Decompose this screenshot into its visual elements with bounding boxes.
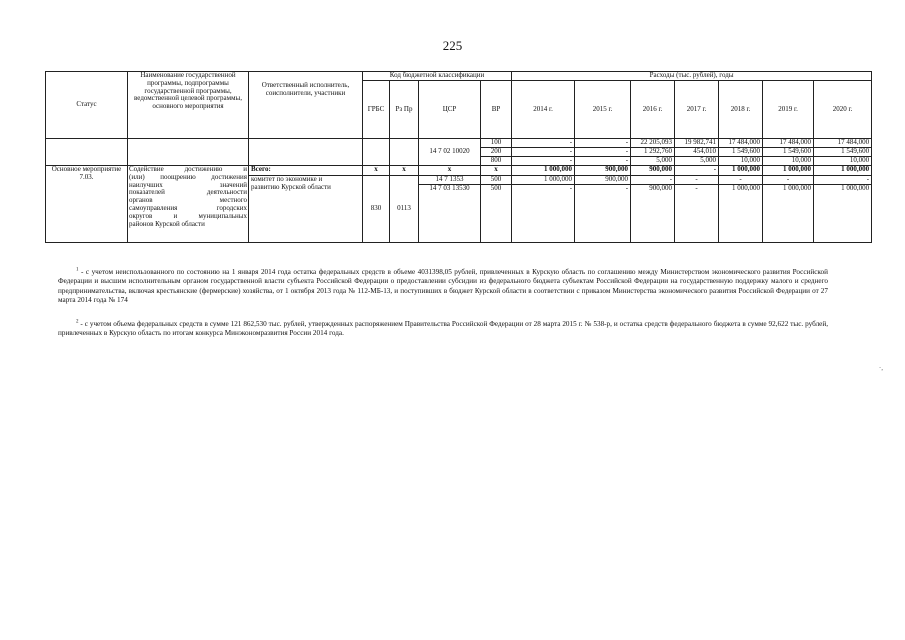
header-responsible: Ответственный исполнитель, соисполнители, участники [249,72,363,139]
budget-table [45,71,872,243]
total-vr: х [481,166,512,176]
measure-name-line: показателей деятельности [129,188,247,197]
committee-label-line: комитет по экономике и [251,175,323,183]
csr-cell: 14 7 03 13530 [419,185,481,243]
total-value: 1 000,000 [814,166,872,176]
footnote-1 [58,268,828,305]
value-cell: 1 000,000 [719,185,763,243]
header-csr: ЦСР [419,81,481,139]
header-year: 2020 г. [814,81,872,139]
committee-label-line: развитию Курской области [251,182,331,191]
total-value: 900,000 [575,166,631,176]
measure-name-line: округов и муниципальных [129,211,247,220]
value-cell: - [675,185,719,243]
csr-cell: 14 7 02 10020 [419,139,481,166]
value-cell: 900,000 [631,185,675,243]
header-year: 2019 г. [763,81,814,139]
footnote-1-text: - с учетом неиспользованного по состоянию на 1 января 2014 года остатка федеральных средств в объеме 4031398,05 рублей, привлеченных в Курскую область по соглашению между Министерством экономического развития Российской Федерации и высшим исполнительным органом государственной власти субъекта Российской Федерации о предоставлении субсидии из федерального бюджета субъектам Российской Федерации на государственную поддержку малого и среднего предпринимательства, включая крестьянские (фермерские) хозяйства, от 1 октября 2013 года № 112-МБ-13, и поступивших в бюджет Курской области в соответствии с приказом Министерства экономического развития Российской Федерации от 27 марта 2014 года № 174 [58,268,828,305]
value-cell: - [512,185,575,243]
measure-name-line: районов Курской области [129,219,205,228]
vr-cell: 500 [481,185,512,243]
vr-cell: 200 [481,148,512,157]
value-cell: 10,000 [763,157,814,166]
value-cell: 1 000,000 [512,176,575,185]
header-year: 2014 г. [512,81,575,139]
header-status: Статус [46,72,128,139]
total-csr: х [419,166,481,176]
value-cell: - [575,157,631,166]
header-year: 2017 г. [675,81,719,139]
committee-label [249,176,363,243]
value-cell: 19 982,741 [675,139,719,148]
value-cell: 1 292,760 [631,148,675,157]
total-value: 1 000,000 [512,166,575,176]
measure-name-line: (или) поощрению достижения [129,172,247,181]
total-value: - [675,166,719,176]
total-grbs: х [363,166,390,176]
value-cell: 1 549,600 [719,148,763,157]
value-cell: 17 484,000 [763,139,814,148]
value-cell: 1 549,600 [814,148,872,157]
value-cell: 1 000,000 [814,185,872,243]
header-budget-code: Код бюджетной классификации [363,72,512,81]
total-value: 900,000 [631,166,675,176]
measure-status: Основное мероприятие 7.03. [46,166,128,243]
value-cell: - [675,176,719,185]
table-row-total [46,166,872,176]
value-cell: - [631,176,675,185]
value-cell: - [719,176,763,185]
scan-mark: ·, [878,364,883,372]
value-cell: - [575,148,631,157]
header-row-1 [46,72,872,81]
value-cell: 17 484,000 [719,139,763,148]
committee-rzpr: 0113 [390,176,419,243]
header-vr: ВР [481,81,512,139]
header-rzpr: Рз Пр [390,81,419,139]
vr-cell: 100 [481,139,512,148]
measure-name-line: органов местного [129,196,247,205]
value-cell: - [763,176,814,185]
value-cell: - [575,185,631,243]
table-row [46,139,872,148]
total-value: 1 000,000 [763,166,814,176]
measure-name-line: наилучших значений [129,180,247,189]
footnote-2-text: - с учетом объема федеральных средств в сумме 121 862,530 тыс. рублей, утвержденных распоряжением Правительства Российской Федерации от 28 марта 2015 г. № 538-р, и остатка средств федерального бюджета в сумме 92,622 тыс. рублей, привлеченных в Курскую область по итогам конкурса Минэкономразвития России 2014 года. [58,320,828,338]
header-year: 2016 г. [631,81,675,139]
header-year: 2018 г. [719,81,763,139]
value-cell: 17 484,000 [814,139,872,148]
value-cell: 900,000 [575,176,631,185]
value-cell: 5,000 [631,157,675,166]
value-cell: - [512,139,575,148]
footnote-2 [58,320,828,339]
total-value: 1 000,000 [719,166,763,176]
measure-name-line: Содействие достижению и [129,165,247,173]
total-rzpr: х [390,166,419,176]
value-cell: 1 000,000 [763,185,814,243]
value-cell: - [575,139,631,148]
value-cell: 10,000 [719,157,763,166]
csr-cell: 14 7 1353 [419,176,481,185]
value-cell: 5,000 [675,157,719,166]
value-cell: 10,000 [814,157,872,166]
header-grbs: ГРБС [363,81,390,139]
committee-grbs: 830 [363,176,390,243]
value-cell: 454,010 [675,148,719,157]
header-expenses: Расходы (тыс. рублей), годы [512,72,872,81]
header-year: 2015 г. [575,81,631,139]
measure-name-line: самоуправления городских [129,204,247,213]
vr-cell: 800 [481,157,512,166]
vr-cell: 500 [481,176,512,185]
value-cell: - [814,176,872,185]
measure-name [128,166,249,243]
value-cell: 1 549,600 [763,148,814,157]
header-name: Наименование государственной программы, подпрограммы государственной программы, ведомственной целевой программы, основного мероприятия [128,72,249,139]
value-cell: - [512,157,575,166]
page-number: 225 [442,38,463,53]
footnote-2-marker: 2 [76,319,79,325]
value-cell: - [512,148,575,157]
value-cell: 22 205,093 [631,139,675,148]
total-label: Всего: [249,166,363,176]
footnote-1-marker: 1 [76,267,79,273]
